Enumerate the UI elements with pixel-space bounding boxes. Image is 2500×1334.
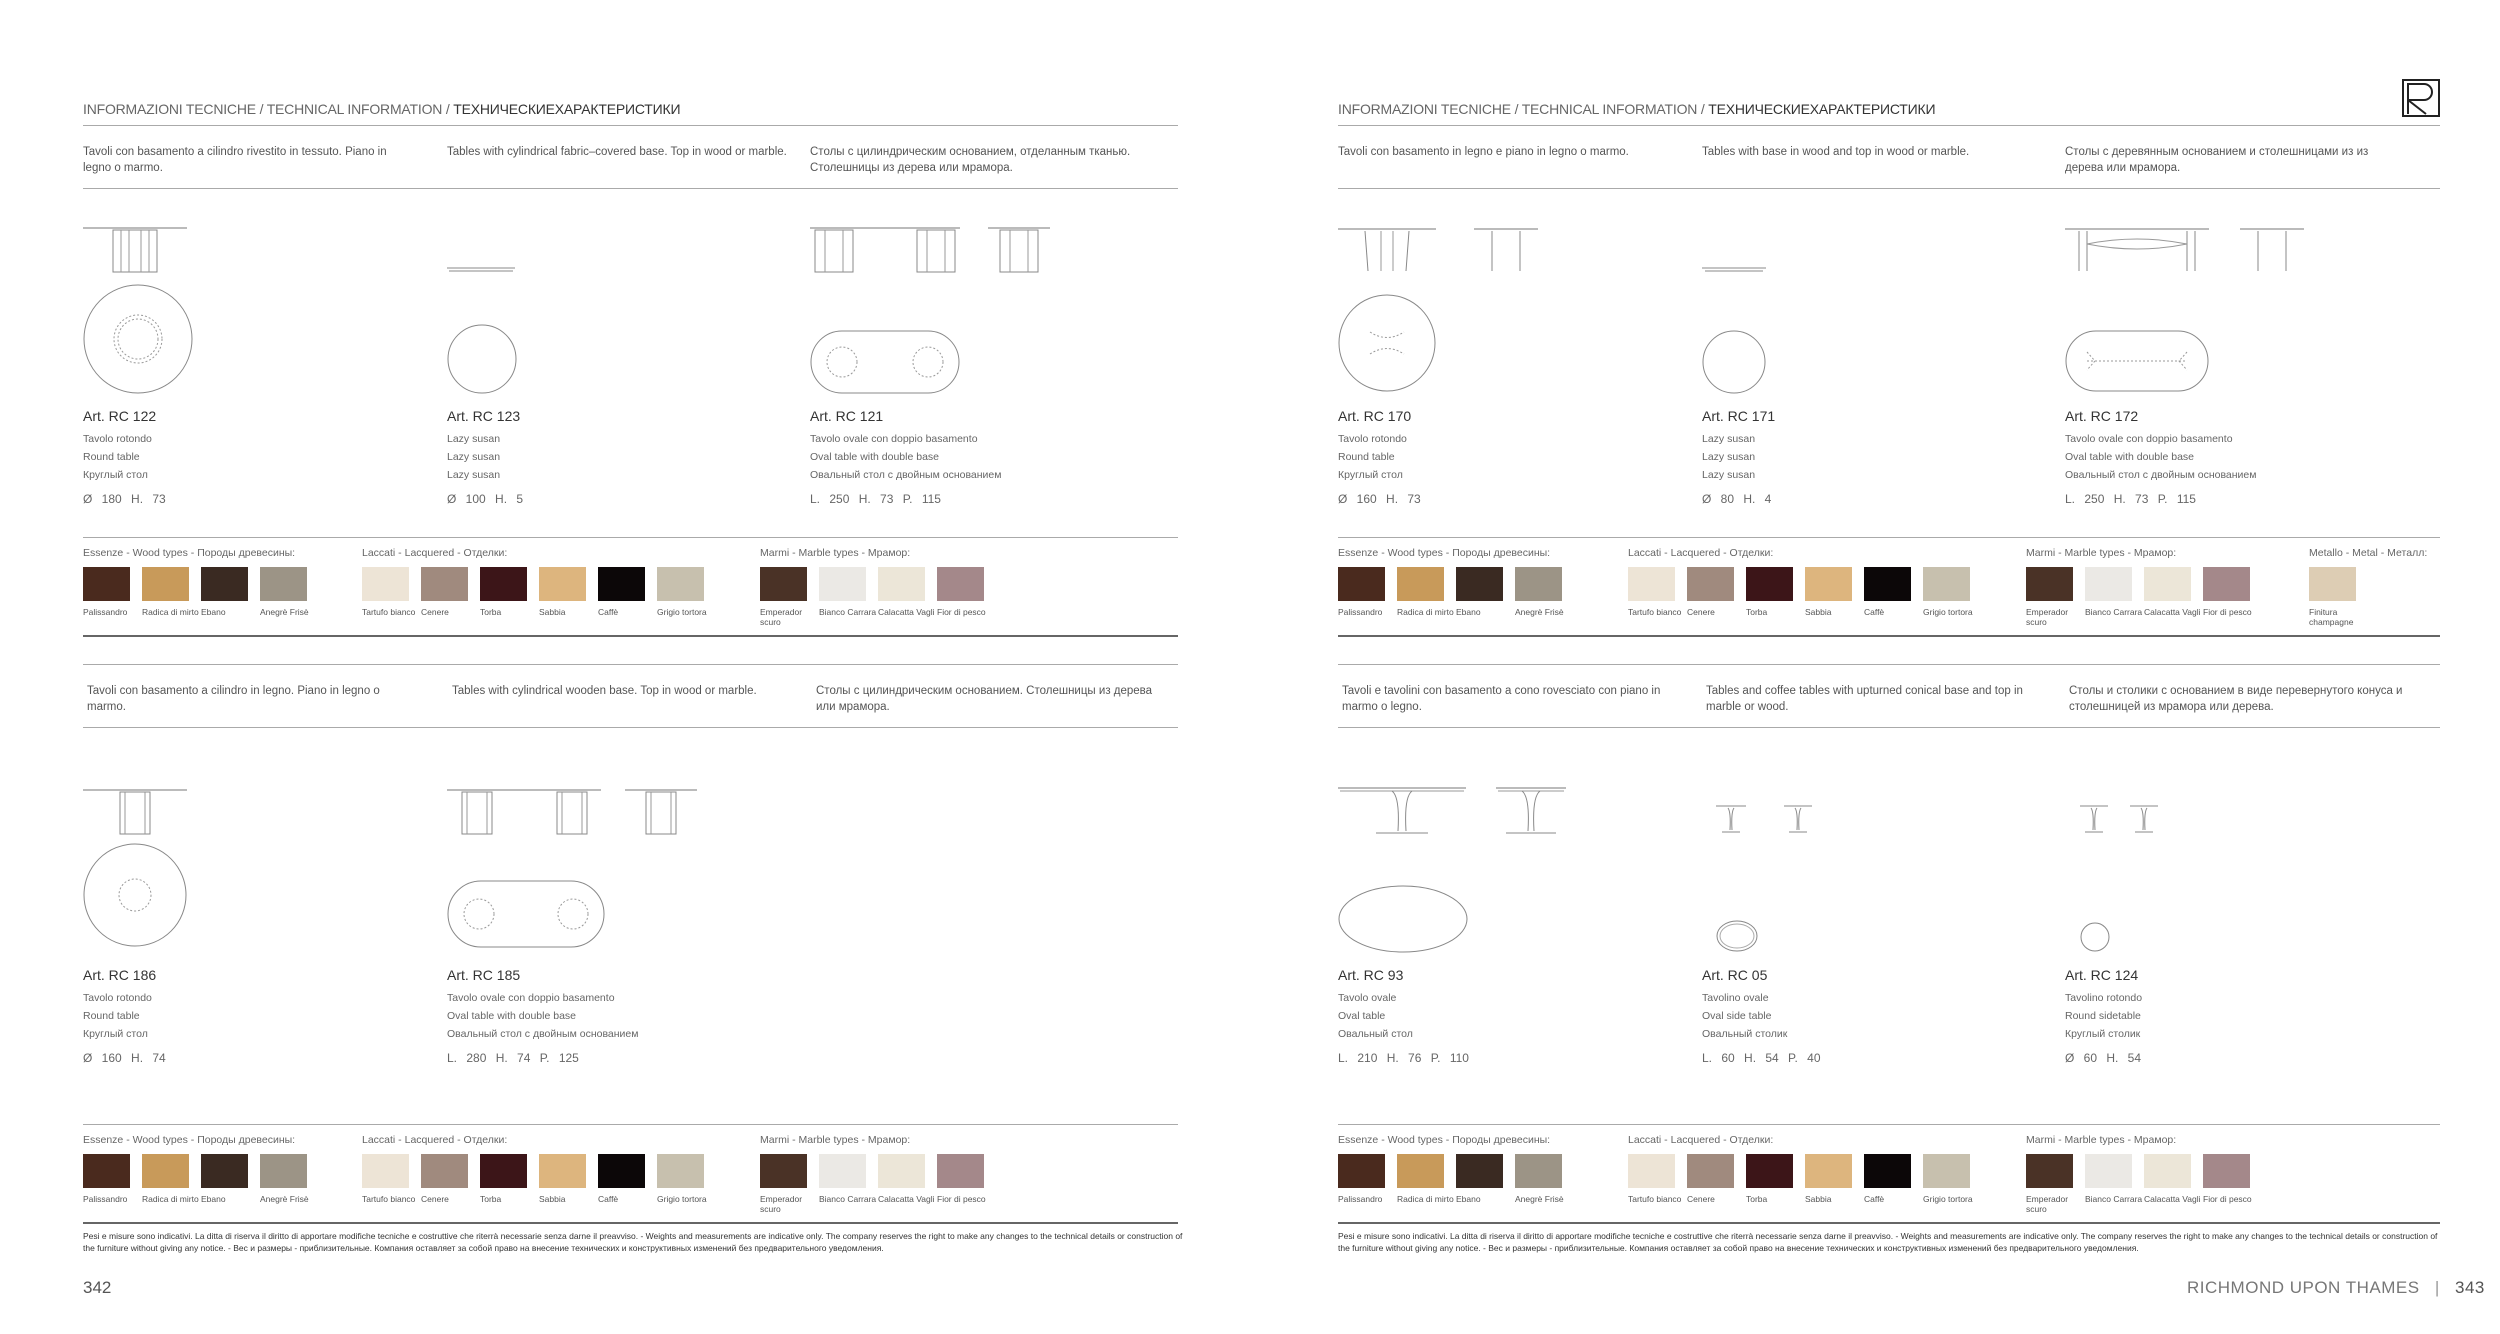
finish-swatch-label: Radica di mirto bbox=[142, 1194, 199, 1204]
finish-swatch-label: Grigio tortora bbox=[657, 1194, 707, 1204]
section-header: INFORMAZIONI TECNICHE / TECHNICAL INFORMATION / ТЕХНИЧЕСКИЕХАРАКТЕРИСТИКИ bbox=[1338, 101, 1936, 117]
finish-swatch-label: Caffè bbox=[598, 1194, 619, 1204]
desc-en: Tables and coffee tables with upturned conical base and top in marble or wood. bbox=[1706, 685, 2023, 713]
finish-swatch-label: Anegrè Frisè bbox=[260, 1194, 309, 1204]
desc-ru: Столы с цилиндрическим основанием. Столешницы из дерева или мрамора. bbox=[816, 685, 1153, 713]
divider bbox=[83, 635, 1178, 637]
finish-swatch-lacquer bbox=[362, 567, 409, 601]
finish-swatch-label: Tartufo bianco bbox=[1628, 607, 1682, 617]
desc-ru: Столы с деревянным основанием и столешницами из из дерева или мрамора. bbox=[2065, 146, 2369, 174]
finish-swatch-marble bbox=[2026, 567, 2073, 601]
dimensions: L. 280 H. 74 P. 125 bbox=[447, 1051, 579, 1065]
divider bbox=[83, 188, 1178, 189]
finish-swatch-label: Grigio tortora bbox=[657, 607, 707, 617]
finish-swatch-label: Bianco Carrara bbox=[819, 607, 877, 617]
divider bbox=[1338, 727, 2440, 728]
divider bbox=[1338, 635, 2440, 637]
marble-types-title: Marmi - Marble types - Мрамор: bbox=[2026, 1134, 2177, 1146]
finish-swatch-label: Emperador scuro bbox=[760, 607, 803, 627]
rc124-side-drawing bbox=[2130, 804, 2158, 834]
finish-swatch-lacquer bbox=[1628, 1154, 1675, 1188]
finish-swatch-wood bbox=[201, 567, 248, 601]
finish-swatch-label: Torba bbox=[1746, 607, 1768, 617]
rc172-plan-drawing bbox=[2065, 330, 2209, 392]
finish-swatch-lacquer bbox=[1746, 1154, 1793, 1188]
item-rc124: Art. RC 124 Tavolino rotondo Round sidetable Круглый столик Ø 60 H. 54 bbox=[2065, 967, 2143, 1065]
item-rc122: Art. RC 122 Tavolo rotondo Round table Круглый стол Ø 180 H. 73 bbox=[83, 408, 166, 506]
finish-swatch-label: Cenere bbox=[1687, 1194, 1715, 1204]
finish-swatch-label: Torba bbox=[480, 607, 502, 617]
dimensions: Ø 100 H. 5 bbox=[447, 492, 524, 506]
art-number: Art. RC 05 bbox=[1702, 967, 1768, 983]
divider bbox=[1338, 188, 2440, 189]
art-number: Art. RC 123 bbox=[447, 408, 521, 424]
metal-title: Metallo - Metal - Металл: bbox=[2309, 547, 2428, 559]
rc172-elevation-drawing bbox=[2065, 226, 2209, 272]
rc123-plan-drawing bbox=[447, 324, 517, 394]
finish-swatch-marble bbox=[937, 1154, 984, 1188]
finish-swatch-label: Anegrè Frisè bbox=[1515, 1194, 1564, 1204]
item-rc185: Art. RC 185 Tavolo ovale con doppio basamento Oval table with double base Овальный стол с двойным основанием L. 280 H. 74 P. 125 bbox=[447, 967, 639, 1065]
finish-swatch-marble bbox=[760, 567, 807, 601]
finish-swatch-wood bbox=[260, 567, 307, 601]
finish-swatch-wood bbox=[1515, 1154, 1562, 1188]
finish-swatch-marble bbox=[2085, 1154, 2132, 1188]
finish-swatch-label: Palissandro bbox=[83, 1194, 128, 1204]
art-number: Art. RC 170 bbox=[1338, 408, 1412, 424]
finish-swatch-lacquer bbox=[1628, 567, 1675, 601]
item-rc171: Art. RC 171 Lazy susan Lazy susan Lazy susan Ø 80 H. 4 bbox=[1702, 408, 1776, 506]
finish-swatch-label: Emperador scuro bbox=[760, 1194, 803, 1214]
finish-swatch-label: Grigio tortora bbox=[1923, 607, 1973, 617]
finish-swatch-lacquer bbox=[1864, 567, 1911, 601]
desc-it: Tavoli con basamento in legno e piano in legno o marmo. bbox=[1338, 146, 1629, 158]
dimensions: Ø 60 H. 54 bbox=[2065, 1051, 2142, 1065]
rc05-plan-drawing bbox=[1716, 920, 1758, 952]
finish-swatch-marble bbox=[2085, 567, 2132, 601]
divider bbox=[83, 125, 1178, 126]
rc93-side-drawing bbox=[1496, 785, 1566, 835]
finish-swatch-lacquer bbox=[480, 567, 527, 601]
rc121-plan-drawing bbox=[810, 330, 960, 394]
finish-swatch-wood bbox=[260, 1154, 307, 1188]
lacquered-title: Laccati - Lacquered - Отделки: bbox=[362, 547, 508, 559]
finish-swatch-label: Bianco Carrara bbox=[819, 1194, 877, 1204]
finish-swatch-label: Fior di pesco bbox=[2203, 1194, 2252, 1204]
finish-swatch-label: Palissandro bbox=[83, 607, 128, 617]
finish-swatch-marble bbox=[2203, 567, 2250, 601]
finish-swatch-label: Bianco Carrara bbox=[2085, 607, 2143, 617]
finish-swatch-label: Fior di pesco bbox=[937, 1194, 986, 1204]
finish-swatch-wood bbox=[83, 567, 130, 601]
rc171-elevation-drawing bbox=[1702, 266, 1766, 274]
divider bbox=[83, 1222, 1178, 1224]
finish-swatch-label: Finitura champagne bbox=[2309, 607, 2354, 627]
finish-swatch-label: Torba bbox=[480, 1194, 502, 1204]
finish-swatch-label: Caffè bbox=[1864, 1194, 1885, 1204]
finish-swatch-lacquer bbox=[539, 1154, 586, 1188]
finish-swatch-label: Calacatta Vagli bbox=[2144, 1194, 2201, 1204]
finish-swatch-label: Calacatta Vagli bbox=[878, 607, 935, 617]
item-rc123: Art. RC 123 Lazy susan Lazy susan Lazy susan Ø 100 H. 5 bbox=[447, 408, 524, 506]
finish-swatch-wood bbox=[142, 567, 189, 601]
art-number: Art. RC 186 bbox=[83, 967, 157, 983]
finish-swatch-wood bbox=[1338, 1154, 1385, 1188]
divider bbox=[83, 537, 1178, 538]
finish-swatch-label: Calacatta Vagli bbox=[2144, 607, 2201, 617]
finish-swatch-lacquer bbox=[1864, 1154, 1911, 1188]
finish-swatch-label: Emperador scuro bbox=[2026, 607, 2069, 627]
finish-swatch-wood bbox=[1338, 567, 1385, 601]
finish-swatch-label: Tartufo bianco bbox=[362, 1194, 416, 1204]
rc123-elevation-drawing bbox=[447, 266, 515, 274]
item-rc121: Art. RC 121 Tavolo ovale con doppio basamento Oval table with double base Овальный стол с двойным основанием L. 250 H. 73 P. 115 bbox=[810, 408, 1002, 506]
brand-logo bbox=[2402, 79, 2440, 117]
rc93-plan-drawing bbox=[1338, 885, 1468, 953]
finish-swatch-lacquer bbox=[1923, 1154, 1970, 1188]
finish-swatch-label: Radica di mirto bbox=[1397, 1194, 1454, 1204]
page-number: 343 bbox=[2454, 1278, 2485, 1297]
wood-types-title: Essenze - Wood types - Породы древесины: bbox=[1338, 1134, 1551, 1146]
dimensions: Ø 80 H. 4 bbox=[1702, 492, 1772, 506]
finish-swatch-label: Tartufo bianco bbox=[362, 607, 416, 617]
art-number: Art. RC 124 bbox=[2065, 967, 2139, 983]
divider bbox=[1338, 1124, 2440, 1125]
marble-types-title: Marmi - Marble types - Мрамор: bbox=[760, 1134, 911, 1146]
finish-swatch-label: Radica di mirto bbox=[1397, 607, 1454, 617]
rc122-elevation-drawing bbox=[83, 225, 187, 273]
divider bbox=[1338, 125, 2440, 126]
finish-swatch-lacquer bbox=[1923, 567, 1970, 601]
finish-swatch-label: Sabbia bbox=[1805, 1194, 1832, 1204]
finish-swatch-marble bbox=[819, 1154, 866, 1188]
art-number: Art. RC 122 bbox=[83, 408, 157, 424]
divider bbox=[1338, 537, 2440, 538]
desc-ru: Столы и столики с основанием в виде перевернутого конуса и столешницей из мрамора или дерева. bbox=[2069, 685, 2403, 713]
finish-swatch-label: Fior di pesco bbox=[2203, 607, 2252, 617]
finish-swatch-wood bbox=[142, 1154, 189, 1188]
rc124-plan-drawing bbox=[2080, 922, 2110, 952]
marble-types-title: Marmi - Marble types - Мрамор: bbox=[2026, 547, 2177, 559]
rc124-elevation-drawing bbox=[2080, 804, 2108, 834]
rc170-side-drawing bbox=[1474, 226, 1538, 272]
finish-swatch-wood bbox=[1456, 567, 1503, 601]
finish-swatch-marble bbox=[760, 1154, 807, 1188]
finish-swatch-lacquer bbox=[421, 567, 468, 601]
finish-swatch-label: Grigio tortora bbox=[1923, 1194, 1973, 1204]
desc-en: Tables with cylindrical wooden base. Top in wood or marble. bbox=[452, 685, 757, 697]
desc-it: Tavoli e tavolini con basamento a cono rovesciato con piano in marmo o legno. bbox=[1342, 685, 1661, 713]
dimensions: L. 250 H. 73 P. 115 bbox=[810, 492, 941, 506]
finish-swatch-label: Palissandro bbox=[1338, 1194, 1383, 1204]
rc170-plan-drawing bbox=[1338, 294, 1436, 392]
rc121-side-drawing bbox=[988, 225, 1050, 273]
finish-swatch-lacquer bbox=[362, 1154, 409, 1188]
finish-swatch-wood bbox=[201, 1154, 248, 1188]
finish-swatch-wood bbox=[1397, 567, 1444, 601]
finish-swatch-label: Caffè bbox=[1864, 607, 1885, 617]
item-rc186: Art. RC 186 Tavolo rotondo Round table Круглый стол Ø 160 H. 74 bbox=[83, 967, 166, 1065]
finish-swatch-wood bbox=[1397, 1154, 1444, 1188]
page-343 bbox=[1250, 0, 2500, 1334]
item-rc170: Art. RC 170 Tavolo rotondo Round table Круглый стол Ø 160 H. 73 bbox=[1338, 408, 1421, 506]
art-number: Art. RC 121 bbox=[810, 408, 884, 424]
finish-swatch-label: Cenere bbox=[1687, 607, 1715, 617]
lacquered-title: Laccati - Lacquered - Отделки: bbox=[362, 1134, 508, 1146]
finish-swatch-label: Anegrè Frisè bbox=[260, 607, 309, 617]
rc185-plan-drawing bbox=[447, 880, 605, 948]
rc185-side-drawing bbox=[625, 787, 697, 835]
dimensions: Ø 160 H. 74 bbox=[83, 1051, 166, 1065]
art-number: Art. RC 172 bbox=[2065, 408, 2139, 424]
page-number: 342 bbox=[83, 1278, 112, 1297]
finish-swatch-label: Cenere bbox=[421, 1194, 449, 1204]
finish-swatch-label: Sabbia bbox=[1805, 607, 1832, 617]
finish-swatch-lacquer bbox=[1687, 567, 1734, 601]
dimensions: L. 60 H. 54 P. 40 bbox=[1702, 1051, 1821, 1065]
divider bbox=[83, 664, 1178, 665]
finish-swatch-label: Radica di mirto bbox=[142, 607, 199, 617]
art-number: Art. RC 93 bbox=[1338, 967, 1404, 983]
lacquered-title: Laccati - Lacquered - Отделки: bbox=[1628, 547, 1774, 559]
finish-swatch-marble bbox=[819, 567, 866, 601]
finish-swatch-lacquer bbox=[1805, 567, 1852, 601]
collection-title: RICHMOND UPON THAMES | 343 bbox=[2187, 1278, 2485, 1297]
rc186-plan-drawing bbox=[83, 843, 187, 947]
finish-swatch-label: Sabbia bbox=[539, 1194, 566, 1204]
desc-ru: Столы с цилиндрическим основанием, отделанным тканью. Столешницы из дерева или мрамора. bbox=[810, 146, 1131, 174]
finish-swatch-lacquer bbox=[1687, 1154, 1734, 1188]
wood-types-title: Essenze - Wood types - Породы древесины: bbox=[1338, 547, 1551, 559]
art-number: Art. RC 185 bbox=[447, 967, 521, 983]
finish-swatch-label: Tartufo bianco bbox=[1628, 1194, 1682, 1204]
rc172-side-drawing bbox=[2240, 226, 2304, 272]
finish-swatch-label: Palissandro bbox=[1338, 607, 1383, 617]
desc-en: Tables with base in wood and top in wood or marble. bbox=[1702, 146, 1970, 158]
finish-swatch-label: Ebano bbox=[201, 607, 226, 617]
finish-swatch-label: Torba bbox=[1746, 1194, 1768, 1204]
finish-swatch-lacquer bbox=[598, 1154, 645, 1188]
wood-types-title: Essenze - Wood types - Породы древесины: bbox=[83, 547, 296, 559]
marble-types-title: Marmi - Marble types - Мрамор: bbox=[760, 547, 911, 559]
dimensions: L. 250 H. 73 P. 115 bbox=[2065, 492, 2196, 506]
wood-types-title: Essenze - Wood types - Породы древесины: bbox=[83, 1134, 296, 1146]
finish-swatch-label: Calacatta Vagli bbox=[878, 1194, 935, 1204]
finish-swatch-label: Emperador scuro bbox=[2026, 1194, 2069, 1214]
finish-swatch-lacquer bbox=[598, 567, 645, 601]
item-rc172: Art. RC 172 Tavolo ovale con doppio basamento Oval table with double base Овальный стол с двойным основанием L. 250 H. 73 P. 115 bbox=[2065, 408, 2257, 506]
finish-swatch-label: Fior di pesco bbox=[937, 607, 986, 617]
finish-swatch-label: Bianco Carrara bbox=[2085, 1194, 2143, 1204]
desc-it: Tavoli con basamento a cilindro rivestito in tessuto. Piano in legno o marmo. bbox=[83, 146, 387, 174]
dimensions: L. 210 H. 76 P. 110 bbox=[1338, 1051, 1469, 1065]
divider bbox=[1338, 1222, 2440, 1224]
finish-swatch-label: Cenere bbox=[421, 607, 449, 617]
rc93-elevation-drawing bbox=[1338, 785, 1466, 835]
spacer bbox=[2252, 0, 2253, 1]
finish-swatch-metal bbox=[2309, 567, 2356, 601]
finish-swatch-lacquer bbox=[421, 1154, 468, 1188]
finish-swatch-marble bbox=[878, 1154, 925, 1188]
finish-swatch-label: Anegrè Frisè bbox=[1515, 607, 1564, 617]
desc-en: Tables with cylindrical fabric–covered base. Top in wood or marble. bbox=[447, 146, 787, 158]
finish-swatch-label: Ebano bbox=[1456, 607, 1481, 617]
finish-swatch-lacquer bbox=[1805, 1154, 1852, 1188]
finish-swatch-marble bbox=[2026, 1154, 2073, 1188]
finish-swatch-lacquer bbox=[657, 567, 704, 601]
finish-swatch-marble bbox=[937, 567, 984, 601]
section-header: INFORMAZIONI TECNICHE / TECHNICAL INFORMATION / ТЕХНИЧЕСКИЕХАРАКТЕРИСТИКИ bbox=[83, 101, 681, 117]
rc05-side-drawing bbox=[1784, 804, 1812, 834]
finish-swatch-wood bbox=[1456, 1154, 1503, 1188]
finish-swatch-lacquer bbox=[657, 1154, 704, 1188]
rc121-elevation-drawing bbox=[810, 225, 960, 273]
finish-swatch-label: Ebano bbox=[1456, 1194, 1481, 1204]
rc186-elevation-drawing bbox=[83, 787, 187, 835]
finish-swatch-wood bbox=[1515, 567, 1562, 601]
finish-swatch-label: Sabbia bbox=[539, 607, 566, 617]
finish-swatch-marble bbox=[878, 567, 925, 601]
item-rc93: Art. RC 93 Tavolo ovale Oval table Овальный стол L. 210 H. 76 P. 110 bbox=[1338, 967, 1469, 1065]
finish-swatch-lacquer bbox=[1746, 567, 1793, 601]
disclaimer: Pesi e misure sono indicativi. La ditta di riserva il diritto di apportare modifiche tecniche e costruttive che riterrà necessarie senza darne il preavviso. - Weights and measurements are indicative only. The company reserves the right to make any changes to the technical details or construction of the furniture without giving any notice. - Вес и размеры - приблизительные. Компания оставляет за собой право на внесение технических и конструктивных изменений без предварительного уведомления. bbox=[83, 1231, 1183, 1253]
finish-swatch-marble bbox=[2144, 567, 2191, 601]
rc185-elevation-drawing bbox=[447, 787, 601, 835]
disclaimer: Pesi e misure sono indicativi. La ditta di riserva il diritto di apportare modifiche tecniche e costruttive che riterrà necessarie senza darne il preavviso. - Weights and measurements are indicative only. The company reserves the right to make any changes to the technical details or construction of the furniture without giving any notice. - Вес и размеры - приблизительные. Компания оставляет за собой право на внесение технических и конструктивных изменений без предварительного уведомления. bbox=[1338, 1231, 2438, 1253]
rc05-elevation-drawing bbox=[1716, 804, 1746, 834]
finish-swatch-label: Caffè bbox=[598, 607, 619, 617]
separator: | bbox=[2434, 1278, 2440, 1297]
finish-swatch-label: Ebano bbox=[201, 1194, 226, 1204]
rc171-plan-drawing bbox=[1702, 330, 1766, 394]
divider bbox=[1338, 664, 2440, 665]
rc170-elevation-drawing bbox=[1338, 226, 1436, 272]
divider bbox=[83, 727, 1178, 728]
divider bbox=[83, 1124, 1178, 1125]
art-number: Art. RC 171 bbox=[1702, 408, 1776, 424]
finish-swatch-lacquer bbox=[539, 567, 586, 601]
finish-swatch-marble bbox=[2203, 1154, 2250, 1188]
lacquered-title: Laccati - Lacquered - Отделки: bbox=[1628, 1134, 1774, 1146]
dimensions: Ø 180 H. 73 bbox=[83, 492, 166, 506]
rc122-plan-drawing bbox=[83, 284, 193, 394]
dimensions: Ø 160 H. 73 bbox=[1338, 492, 1421, 506]
item-rc05: Art. RC 05 Tavolino ovale Oval side table Овальный столик L. 60 H. 54 P. 40 bbox=[1702, 967, 1821, 1065]
finish-swatch-marble bbox=[2144, 1154, 2191, 1188]
finish-swatch-wood bbox=[83, 1154, 130, 1188]
finish-swatch-lacquer bbox=[480, 1154, 527, 1188]
desc-it: Tavoli con basamento a cilindro in legno. Piano in legno o marmo. bbox=[87, 685, 380, 713]
